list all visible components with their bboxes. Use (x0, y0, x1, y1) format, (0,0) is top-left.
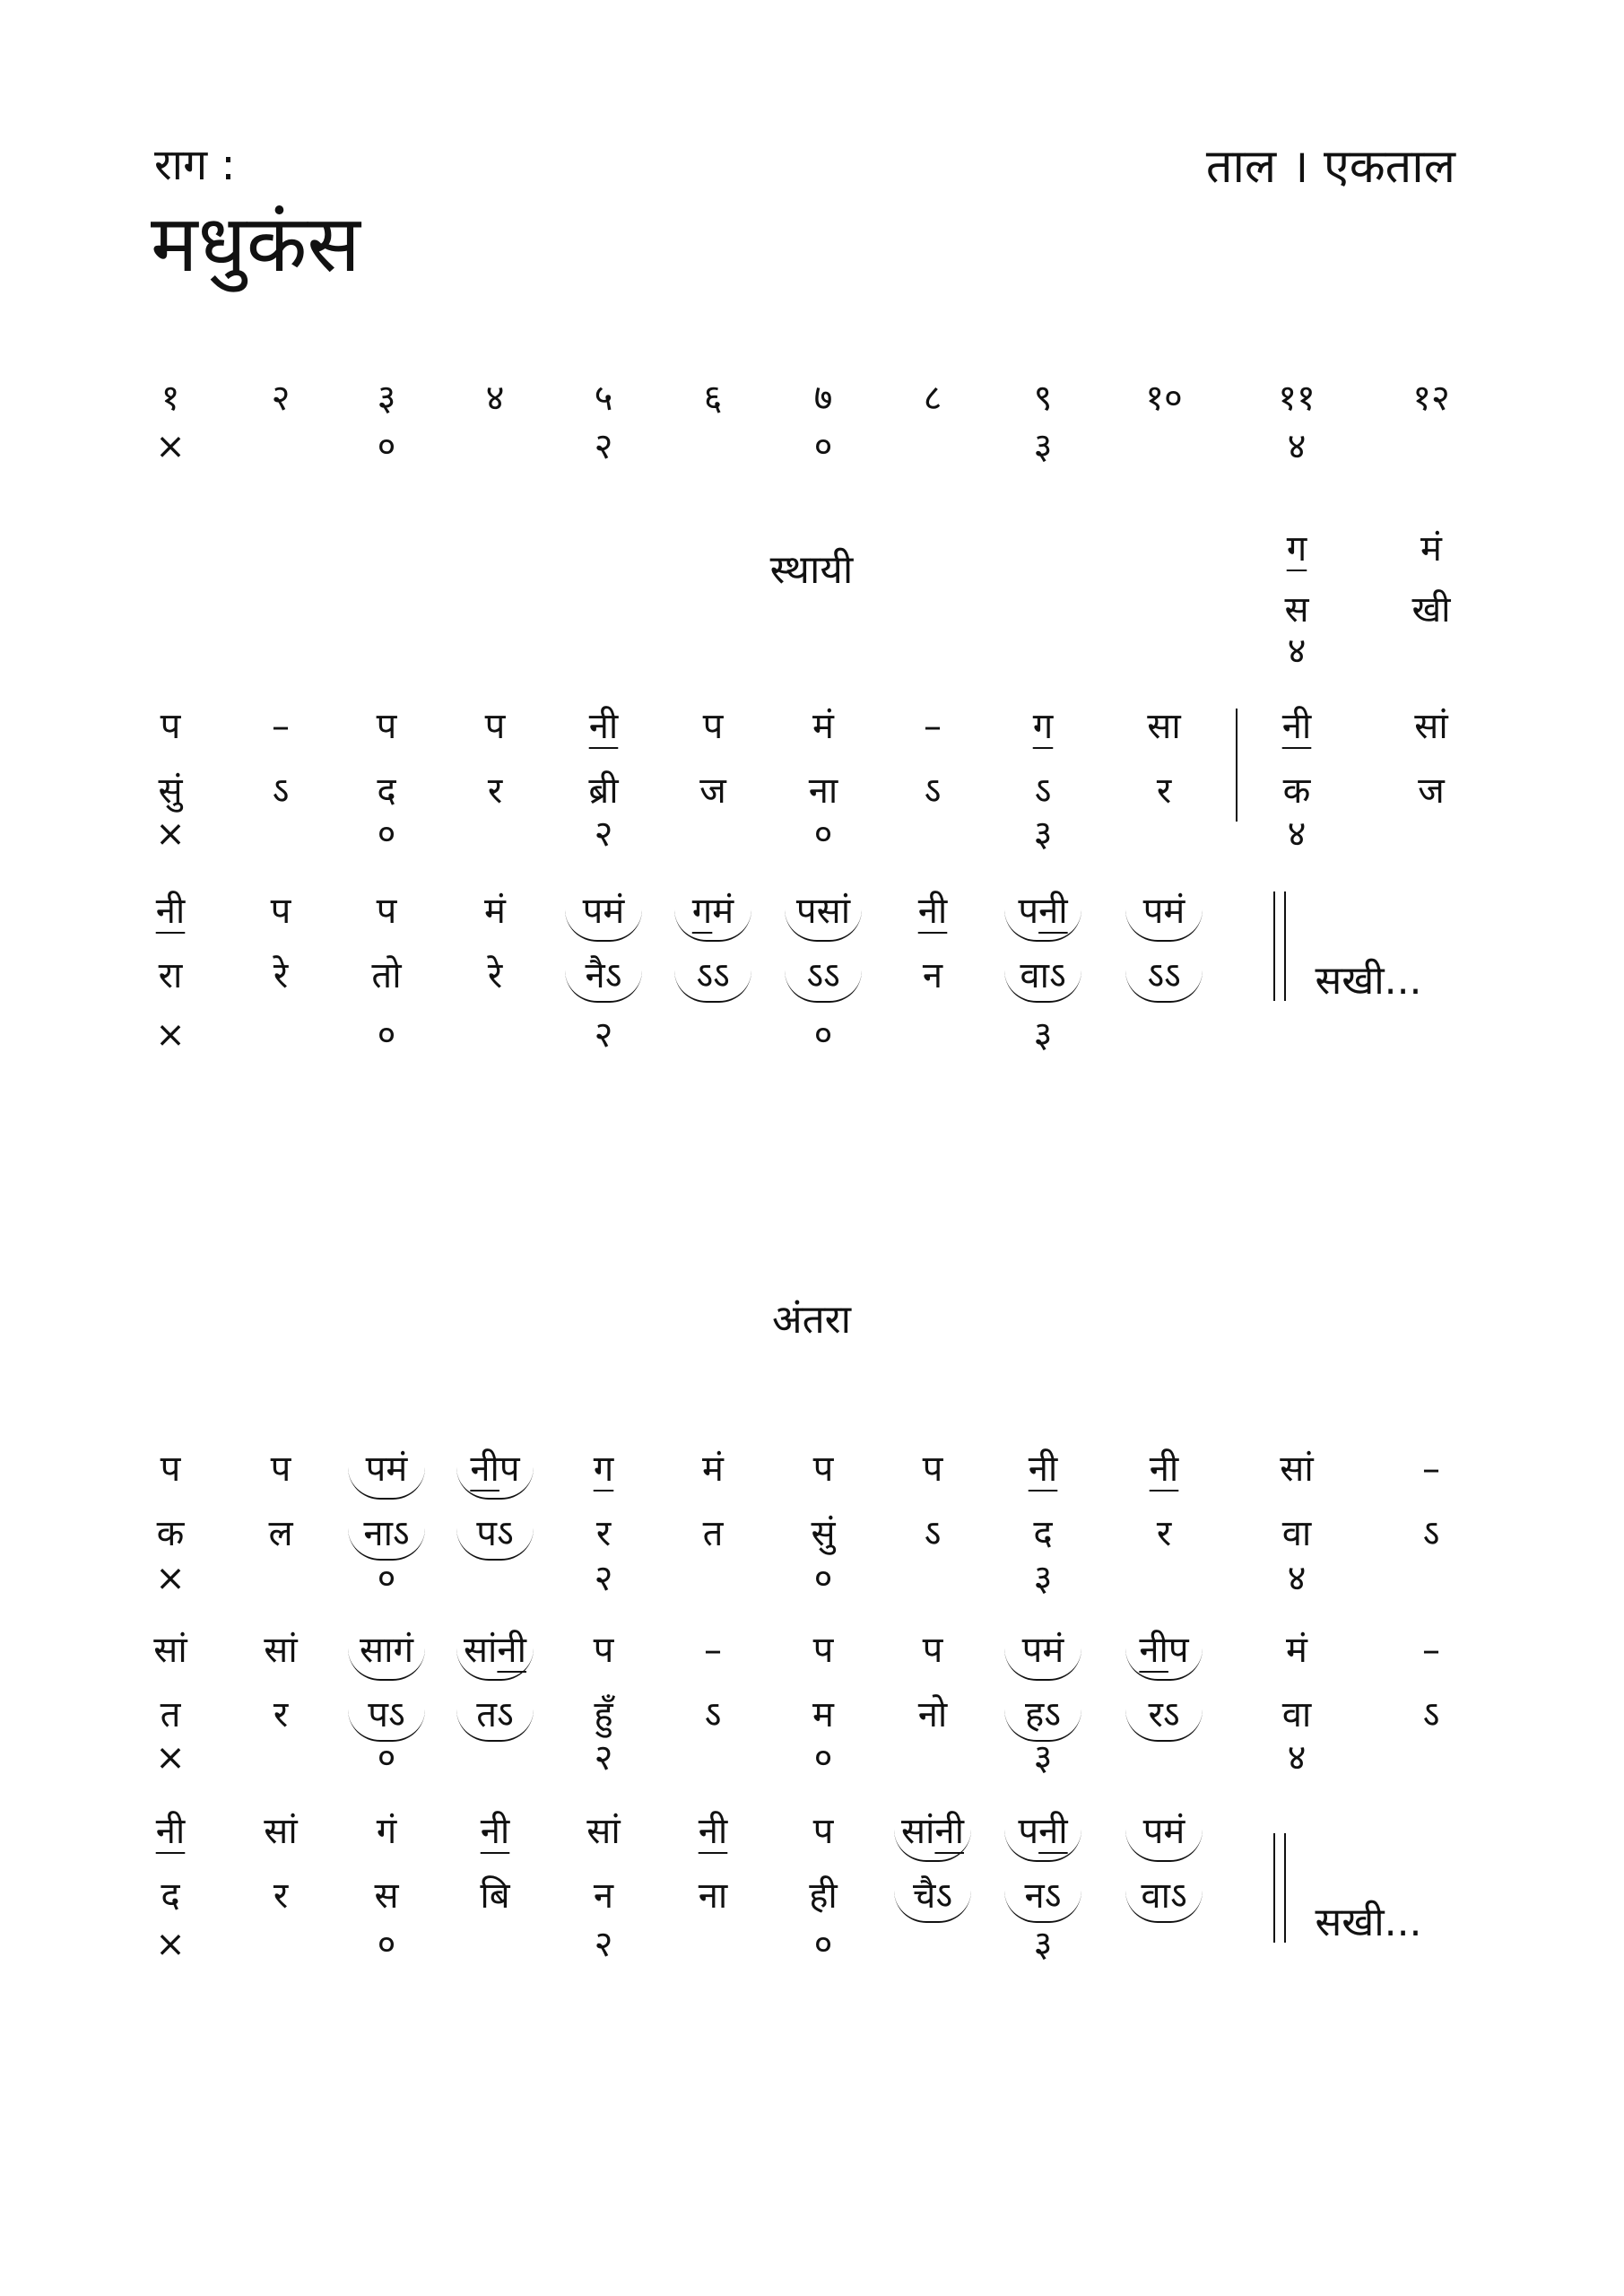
swar-note: प (160, 1448, 181, 1490)
lyric-syllable: न (593, 1875, 614, 1917)
taali-mark: ० (377, 426, 396, 467)
swar-note: म (1420, 528, 1442, 570)
taali-mark: ० (813, 426, 833, 467)
lyric-syllable: रऽ (1148, 1694, 1180, 1735)
taali-mark: ० (377, 1014, 396, 1056)
swar-note: – (704, 1630, 722, 1671)
swar-note: म (812, 706, 834, 747)
taali-mark: ० (813, 1737, 833, 1779)
taali-mark: ० (813, 1924, 833, 1965)
swar-note: नी (588, 706, 619, 747)
meend-arc (674, 970, 751, 1003)
taali-mark: × (155, 1014, 186, 1056)
swar-note: पम (1021, 1630, 1064, 1671)
meend-arc (1125, 970, 1203, 1003)
lyric-syllable: ना (698, 1875, 728, 1917)
swar-note: स (153, 1630, 187, 1671)
swar-note: प (484, 706, 506, 747)
swar-note: स (264, 1811, 298, 1852)
lyric-syllable: नऽ (1024, 1875, 1062, 1917)
swar-note: पम (365, 1448, 408, 1490)
lyric-syllable: द (161, 1875, 180, 1917)
meend-arc (348, 1528, 425, 1561)
taali-mark: ० (377, 813, 396, 855)
lyric-syllable: क (1282, 770, 1311, 812)
swar-note: प (593, 1630, 614, 1671)
beat-number: ८ (923, 378, 942, 419)
taali-mark: २ (594, 1924, 613, 1965)
taali-mark: ४ (1287, 631, 1307, 672)
swar-note: स (1414, 706, 1448, 747)
lyric-syllable: तऽ (476, 1694, 514, 1735)
section-title-sthayi: स्थायी (769, 547, 854, 593)
beat-number: १२ (1412, 378, 1450, 419)
swar-note: नी (917, 891, 948, 932)
swar-note: सनी (464, 1630, 526, 1671)
swar-note: स (264, 1630, 298, 1671)
taal-name: ताल । एकताल (1205, 140, 1455, 194)
lyric-syllable: र (595, 1513, 612, 1554)
lyric-syllable: रे (273, 955, 289, 996)
lyric-syllable: बि (480, 1875, 510, 1917)
beat-number: २ (271, 378, 291, 419)
meend-arc (456, 1648, 534, 1681)
swar-note: नी (480, 1811, 510, 1852)
lyric-syllable: द (377, 770, 396, 812)
divider-bar (1284, 891, 1286, 1001)
meend-arc (785, 909, 862, 942)
meend-arc (1004, 1830, 1081, 1862)
lyric-syllable: वा (1281, 1694, 1312, 1735)
swar-note: म (484, 891, 506, 932)
swar-note: प (376, 706, 397, 747)
taali-mark: × (155, 1558, 186, 1599)
taali-mark: ३ (1033, 813, 1053, 855)
divider-bar (1273, 891, 1275, 1001)
swar-note: प (160, 706, 181, 747)
meend-arc (456, 1467, 534, 1500)
swar-note: गम (691, 891, 734, 932)
beat-number: ९ (1033, 378, 1053, 419)
taali-mark: २ (594, 426, 613, 467)
swar-note: पम (582, 891, 625, 932)
lyric-syllable: र (487, 770, 503, 812)
taali-mark: × (155, 426, 186, 467)
swar-note: प (702, 706, 724, 747)
lyric-syllable: त (160, 1694, 181, 1735)
lyric-syllable: म (812, 1694, 834, 1735)
lyric-syllable: रे (487, 955, 503, 996)
taali-mark: × (155, 1924, 186, 1965)
section-title-antara: अंतरा (771, 1297, 852, 1343)
swar-note: प (812, 1448, 834, 1490)
lyric-syllable: ऽ (1422, 1513, 1440, 1554)
taali-mark: ० (813, 1558, 833, 1599)
divider-bar (1273, 1833, 1275, 1943)
lyric-syllable: हुँ (594, 1694, 613, 1735)
swar-note: पनी (1018, 891, 1068, 932)
lyric-syllable: ऽ (1034, 770, 1052, 812)
lyric-syllable: वा (1281, 1513, 1312, 1554)
lyric-syllable: र (1156, 770, 1172, 812)
divider-bar (1284, 1833, 1286, 1943)
meend-arc (785, 970, 862, 1003)
swar-note: ग (1286, 528, 1307, 570)
taali-mark: × (155, 813, 186, 855)
swar-note: प (270, 1448, 291, 1490)
beat-number: ३ (377, 378, 396, 419)
swar-note: स (1280, 1448, 1314, 1490)
meend-arc (456, 1528, 534, 1561)
swar-note: ग (1032, 706, 1054, 747)
lyric-syllable: नो (917, 1694, 948, 1735)
meend-arc (1004, 1891, 1081, 1923)
meend-arc (894, 1830, 971, 1862)
lyric-syllable: रा (158, 955, 183, 996)
lyric-syllable: स (1284, 589, 1309, 631)
taali-mark: ४ (1287, 1558, 1307, 1599)
meend-arc (1004, 909, 1081, 942)
taali-mark: ० (377, 1737, 396, 1779)
lyric-syllable: ब्री (588, 770, 619, 812)
repeat-label: सखी... (1315, 1900, 1422, 1945)
meend-arc (456, 1709, 534, 1742)
taali-mark: २ (594, 813, 613, 855)
swar-note: प (376, 891, 397, 932)
swar-note: – (924, 706, 942, 747)
taali-mark: ० (377, 1924, 396, 1965)
beat-number: १ (161, 378, 180, 419)
swar-note: पम (1142, 1811, 1185, 1852)
swar-note: – (1422, 1448, 1440, 1490)
lyric-syllable: ऽ (704, 1694, 722, 1735)
taali-mark: २ (594, 1737, 613, 1779)
lyric-syllable: ऽऽ (696, 955, 730, 996)
lyric-syllable: सुं (158, 770, 183, 812)
swar-note: – (1422, 1630, 1440, 1671)
lyric-syllable: ऽ (924, 1513, 942, 1554)
meend-arc (348, 1648, 425, 1681)
meend-arc (348, 1467, 425, 1500)
swar-note: म (702, 1448, 724, 1490)
taali-mark: ३ (1033, 1924, 1053, 1965)
taali-mark: ४ (1287, 426, 1307, 467)
lyric-syllable: ऽऽ (806, 955, 840, 996)
meend-arc (1004, 1648, 1081, 1681)
swar-note: ग (593, 1448, 614, 1490)
lyric-syllable: त (702, 1513, 724, 1554)
swar-note: स (1147, 706, 1181, 747)
meend-arc (565, 970, 642, 1003)
beat-number: ५ (594, 378, 613, 419)
lyric-syllable: न (922, 955, 943, 996)
swar-note: प (922, 1448, 943, 1490)
lyric-syllable: र (1156, 1513, 1172, 1554)
swar-note: नी (155, 1811, 186, 1852)
lyric-syllable: खी (1411, 589, 1451, 631)
lyric-syllable: ना (808, 770, 838, 812)
swar-note: नीप (1139, 1630, 1189, 1671)
beat-number: ४ (485, 378, 505, 419)
lyric-syllable: ल (268, 1513, 293, 1554)
taali-mark: ४ (1287, 813, 1307, 855)
lyric-syllable: सुं (811, 1513, 836, 1554)
taali-mark: ४ (1287, 1737, 1307, 1779)
swar-note: प (812, 1630, 834, 1671)
lyric-syllable: वाऽ (1141, 1875, 1187, 1917)
swar-note: प (812, 1811, 834, 1852)
taali-mark: २ (594, 1558, 613, 1599)
swar-note: – (272, 706, 290, 747)
meend-arc (674, 909, 751, 942)
lyric-syllable: पऽ (368, 1694, 405, 1735)
taali-mark: ० (813, 1014, 833, 1056)
lyric-syllable: ही (809, 1875, 838, 1917)
taali-mark: ३ (1033, 426, 1053, 467)
meend-arc (1125, 1830, 1203, 1862)
meend-arc (894, 1891, 971, 1923)
lyric-syllable: द (1033, 1513, 1053, 1554)
taali-mark: × (155, 1737, 186, 1779)
lyric-syllable: स (374, 1875, 399, 1917)
lyric-syllable: तो (371, 955, 402, 996)
swar-note: स (586, 1811, 621, 1852)
divider-bar (1236, 709, 1238, 822)
lyric-syllable: ज (1418, 770, 1445, 812)
swar-note: पस (795, 891, 851, 932)
raag-name: मधुकंस (151, 197, 360, 290)
beat-number: ७ (813, 378, 833, 419)
lyric-syllable: ऽ (1422, 1694, 1440, 1735)
raag-label: राग : (154, 140, 236, 190)
lyric-syllable: ज (699, 770, 726, 812)
swar-note: पनी (1018, 1811, 1068, 1852)
meend-arc (1125, 1648, 1203, 1681)
swar-note: म (1286, 1630, 1307, 1671)
swar-note: नी (1149, 1448, 1179, 1490)
lyric-syllable: चैऽ (912, 1875, 953, 1917)
repeat-label: सखी... (1315, 958, 1422, 1004)
lyric-syllable: ऽ (924, 770, 942, 812)
meend-arc (1125, 909, 1203, 942)
taali-mark: ३ (1033, 1558, 1053, 1599)
beat-number: १० (1145, 378, 1183, 419)
meend-arc (1004, 970, 1081, 1003)
taali-mark: ३ (1033, 1737, 1053, 1779)
taali-mark: ० (377, 1558, 396, 1599)
lyric-syllable: ऽ (272, 770, 290, 812)
lyric-syllable: हऽ (1025, 1694, 1061, 1735)
lyric-syllable: पऽ (476, 1513, 514, 1554)
swar-note: सग (360, 1630, 413, 1671)
beat-number: ११ (1278, 378, 1316, 419)
lyric-syllable: र (273, 1694, 289, 1735)
beat-number: ६ (703, 378, 723, 419)
swar-note: सनी (901, 1811, 964, 1852)
swar-note: नी (1281, 706, 1312, 747)
lyric-syllable: र (273, 1875, 289, 1917)
swar-note: प (922, 1630, 943, 1671)
lyric-syllable: नाऽ (363, 1513, 410, 1554)
swar-note: नी (1028, 1448, 1058, 1490)
meend-arc (1125, 1709, 1203, 1742)
taali-mark: ३ (1033, 1014, 1053, 1056)
lyric-syllable: नैऽ (585, 955, 622, 996)
meend-arc (565, 909, 642, 942)
swar-note: पम (1142, 891, 1185, 932)
swar-note: नी (698, 1811, 728, 1852)
meend-arc (1125, 1891, 1203, 1923)
swar-note: नी (155, 891, 186, 932)
swar-note: नीप (470, 1448, 520, 1490)
swar-note: ग (376, 1811, 397, 1852)
lyric-syllable: वाऽ (1020, 955, 1066, 996)
lyric-syllable: ऽऽ (1147, 955, 1181, 996)
taali-mark: २ (594, 1014, 613, 1056)
taali-mark: ० (813, 813, 833, 855)
lyric-syllable: क (156, 1513, 185, 1554)
swar-note: प (270, 891, 291, 932)
